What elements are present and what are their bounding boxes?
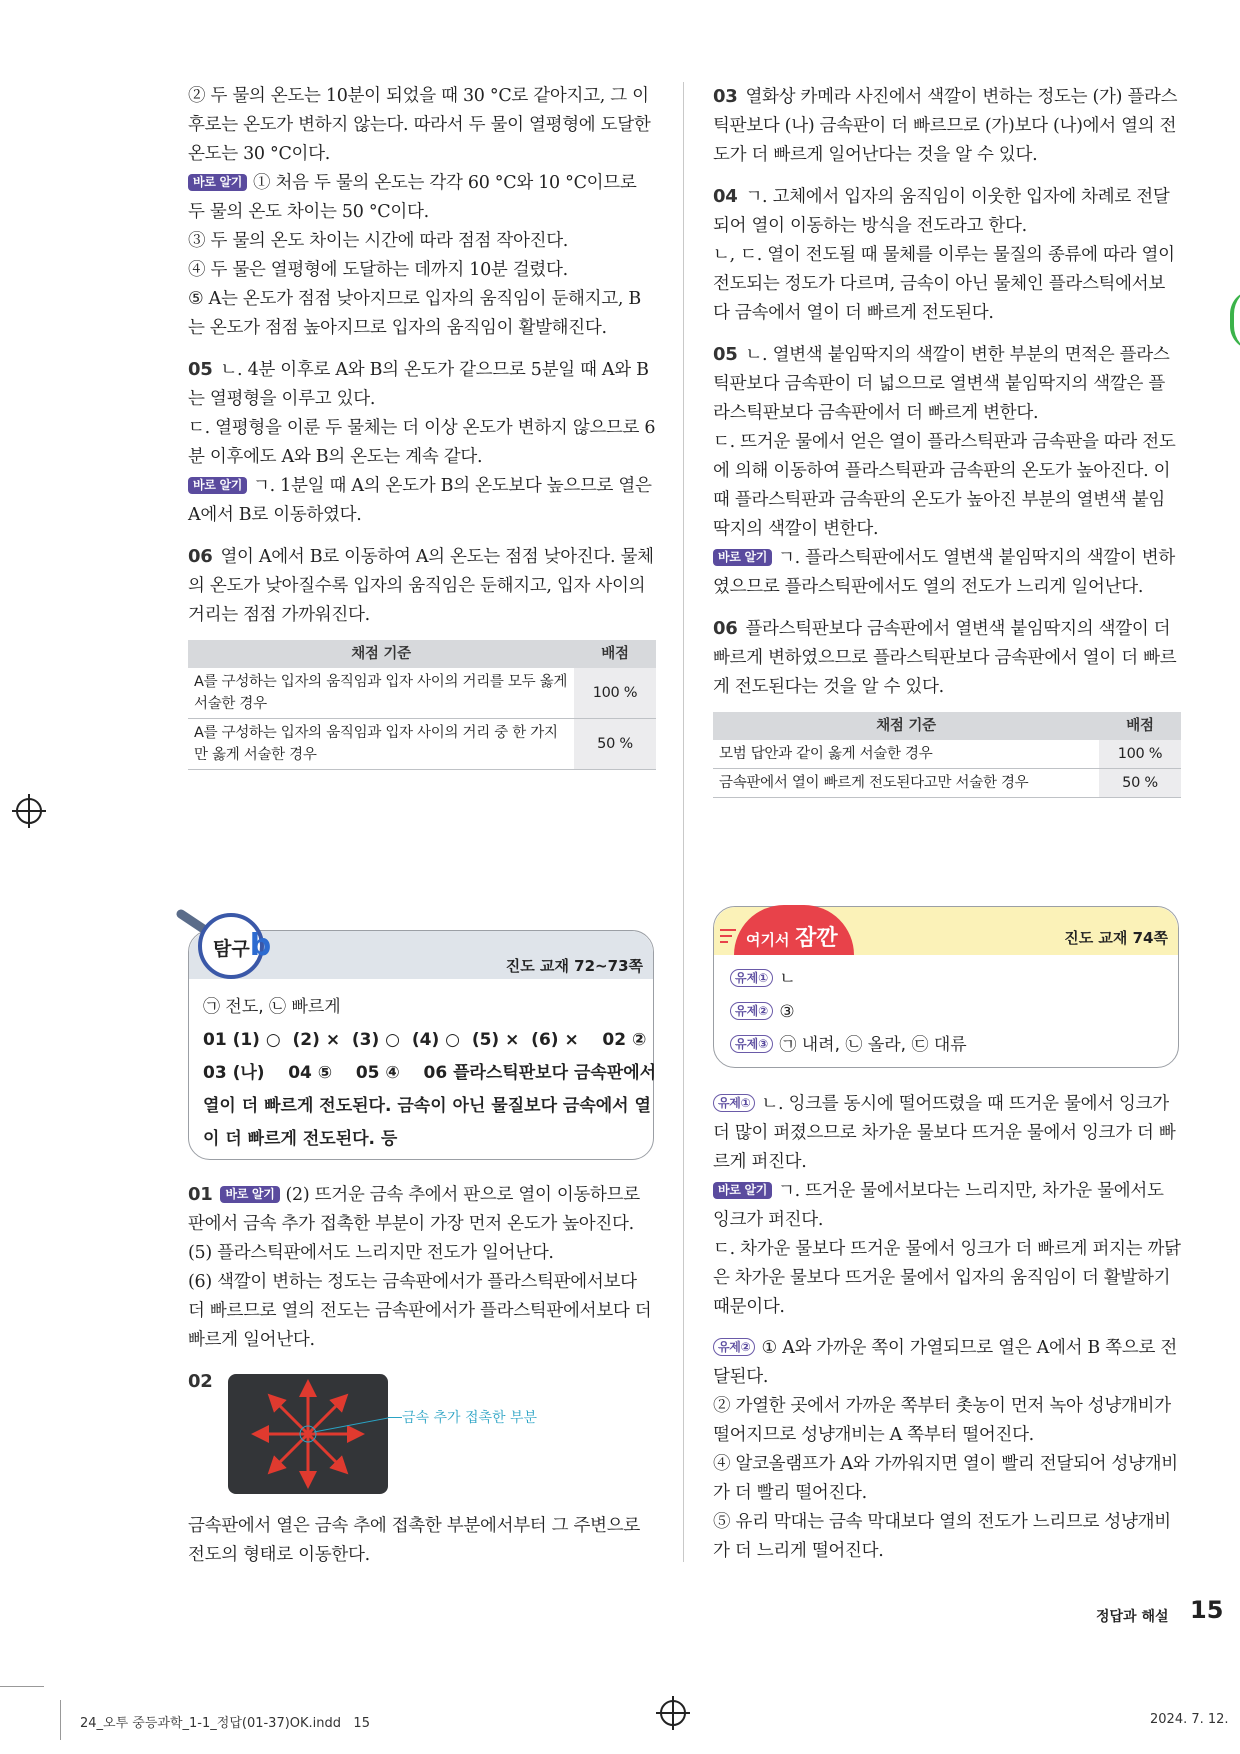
- figure-leader-line: [388, 1417, 402, 1418]
- question-number: 05: [188, 359, 213, 380]
- table-row: [713, 769, 1181, 798]
- exercise-tag: 유제②: [713, 1338, 755, 1356]
- question-number: 03: [713, 86, 738, 107]
- q04-text-b: ㄴ, ㄷ. 열이 전도될 때 물체를 이루는 물질의 종류에 따라 열이 전도되는 정도가 다르며, 금속이 아닌 물체인 플라스틱에서보다 금속에서 열이 더 빠르게 전도된다.: [713, 245, 1175, 323]
- u2-text-b: ② 가열한 곳에서 가까운 쪽부터 촛농이 먼저 녹아 성냥개비가 떨어지므로 성냥개비는 A 쪽부터 떨어진다.: [713, 1396, 1171, 1445]
- footer-vline: [60, 1700, 61, 1740]
- jamkkan-title-a: 여기서: [746, 931, 790, 949]
- exercise-tag: 유제③: [730, 1035, 773, 1053]
- explore-line-2: 01 (1) ○ (2) × (3) ○ (4) ○ (5) × (6) × 02 ②: [203, 1030, 647, 1050]
- right-column-bottom: [713, 1090, 1181, 1566]
- e01-text-b: (5) 플라스틱판에서도 느리지만 전도가 일어난다.: [188, 1243, 554, 1263]
- speed-lines-icon: [720, 929, 736, 943]
- question-number: 01: [188, 1184, 213, 1205]
- question-number: 04: [713, 186, 738, 207]
- q05-text-a: ㄴ. 4분 이후로 A와 B의 온도가 같으므로 5분일 때 A와 B는 열평형을 이루고 있다.: [188, 360, 649, 409]
- u1-text: ㄴ. 잉크를 동시에 떨어뜨렸을 때 뜨거운 물에서 잉크가 더 많이 퍼졌으므로 차가운 물보다 뜨거운 물에서 잉크가 더 빠르게 퍼진다.: [713, 1094, 1176, 1172]
- left-column-tail: [188, 1512, 656, 1570]
- q05-baro: ㄱ. 1분일 때 A의 온도가 B의 온도보다 높으므로 열은 A에서 B로 이동하였다.: [188, 476, 652, 525]
- explore-line-1: ㉠ 전도, ㉡ 빠르게: [203, 997, 341, 1017]
- section-label: 정답과 해설: [1096, 1609, 1169, 1625]
- explore-line-5: 이 더 빠르게 전도된다. 등: [203, 1129, 398, 1149]
- q05-text-a: ㄴ. 열변색 붙임딱지의 색깔이 변한 부분의 면적은 플라스틱판보다 금속판이 더 넓으므로 열변색 붙임딱지의 색깔은 플라스틱판보다 금속판에서 더 빠르게 변한다.: [713, 345, 1170, 423]
- scoring-table-right: [713, 712, 1181, 798]
- table-cell: A를 구성하는 입자의 움직임과 입자 사이의 거리 중 한 가지만 옳게 서술한 경우: [188, 719, 574, 770]
- baro-tag: 바로 알기: [188, 174, 247, 191]
- table-header-criteria: 채점 기준: [188, 640, 574, 668]
- table-header-points: 배점: [1099, 712, 1181, 740]
- explore-line-3: 03 (나) 04 ⑤ 05 ④ 06 플라스틱판보다 금속판에서: [203, 1063, 657, 1083]
- left-column: [188, 82, 656, 770]
- exercise-answer: ㄴ: [779, 969, 796, 989]
- e02-text: 금속판에서 열은 금속 추에 접촉한 부분에서부터 그 주변으로 전도의 형태로 이동한다.: [188, 1516, 640, 1565]
- exercise-answer: ㉠ 내려, ㉡ 올라, ㉢ 대류: [779, 1035, 967, 1055]
- table-cell: 100 %: [1099, 740, 1181, 769]
- heat-spread-arrows: [228, 1374, 388, 1494]
- registration-mark-left: [16, 798, 42, 824]
- exercise-tag: 유제①: [713, 1094, 755, 1112]
- exercise-tag: 유제①: [730, 969, 773, 987]
- table-cell: 50 %: [574, 719, 656, 770]
- table-header-points: 배점: [574, 640, 656, 668]
- column-divider: [683, 82, 684, 1562]
- explore-ref: 진도 교재 72~73쪽: [505, 957, 643, 975]
- table-row: [713, 740, 1181, 769]
- q2-item-5: ⑤ A는 온도가 점점 낮아지므로 입자의 움직임이 둔해지고, B는 온도가 점점 높아지므로 입자의 움직임이 활발해진다.: [188, 289, 641, 338]
- q05-baro: ㄱ. 플라스틱판에서도 열변색 붙임딱지의 색깔이 변하였으므로 플라스틱판에서도 열의 전도가 느리게 일어난다.: [713, 548, 1175, 597]
- q2-intro: ② 두 물의 온도는 10분이 되었을 때 30 °C로 같아지고, 그 이후로는 온도가 변하지 않는다. 따라서 두 물이 열평형에 도달한 온도는 30 °C이다.: [188, 86, 651, 164]
- file-name: 24_오투 중등과학_1-1_정답(01-37)OK.indd 15: [80, 1716, 370, 1731]
- q03-text: 열화상 카메라 사진에서 색깔이 변하는 정도는 (가) 플라스틱판보다 (나) 금속판이 더 빠르므로 (가)보다 (나)에서 열의 전도가 더 빠르게 일어난다는 것을 알 수 있다.: [713, 87, 1178, 165]
- u1-text-c: ㄷ. 차가운 물보다 뜨거운 물에서 잉크가 더 빠르게 퍼지는 까닭은 차가운 물보다 뜨거운 물에서 입자의 움직임이 더 활발하기 때문이다.: [713, 1239, 1181, 1317]
- q2-baro-1: ① 처음 두 물의 온도는 각각 60 °C와 10 °C이므로 두 물의 온도 차이는 50 °C이다.: [188, 173, 637, 222]
- edge-tab: [1230, 290, 1240, 350]
- jamkkan-title-b: 잠깐: [795, 926, 838, 951]
- right-column: [713, 82, 1181, 798]
- question-number: 06: [188, 546, 213, 567]
- explore-line-4: 열이 더 빠르게 전도된다. 금속이 아닌 물질보다 금속에서 열: [203, 1096, 651, 1116]
- question-number: 06: [713, 618, 738, 639]
- footer-rule: [0, 1686, 44, 1687]
- q04-text-a: ㄱ. 고체에서 입자의 움직임이 이웃한 입자에 차례로 전달되어 열이 이동하는 방식을 전도라고 한다.: [713, 187, 1170, 236]
- registration-mark-bottom: [660, 1700, 686, 1726]
- baro-tag: 바로 알기: [188, 477, 247, 494]
- q2-item-4: ④ 두 물은 열평형에 도달하는 데까지 10분 걸렸다.: [188, 260, 568, 280]
- exercise-answer: ③: [779, 1002, 795, 1022]
- baro-tag: 바로 알기: [713, 549, 772, 566]
- q05-text-b: ㄷ. 열평형을 이룬 두 물체는 더 이상 온도가 변하지 않으므로 6분 이후에도 A와 B의 온도는 계속 같다.: [188, 418, 656, 467]
- u1-baro: ㄱ. 뜨거운 물에서보다는 느리지만, 차가운 물에서도 잉크가 퍼진다.: [713, 1181, 1164, 1230]
- explore-title-b: b: [249, 928, 272, 963]
- table-cell: A를 구성하는 입자의 움직임과 입자 사이의 거리를 모두 옳게 서술한 경우: [188, 668, 574, 719]
- scoring-table-left: [188, 640, 656, 770]
- question-number: 02: [188, 1371, 213, 1392]
- q06-text: 열이 A에서 B로 이동하여 A의 온도는 점점 낮아진다. 물체의 온도가 낮아질수록 입자의 움직임은 둔해지고, 입자 사이의 거리는 점점 가까워진다.: [188, 547, 654, 625]
- conduction-figure: [228, 1374, 388, 1494]
- table-cell: 금속판에서 열이 빠르게 전도된다고만 서술한 경우: [713, 769, 1099, 798]
- figure-label: 금속 추가 접촉한 부분: [402, 1410, 538, 1426]
- table-header-criteria: 채점 기준: [713, 712, 1099, 740]
- explore-title: 탐구: [213, 938, 250, 960]
- u2-text-a: ① A와 가까운 쪽이 가열되므로 열은 A에서 B 쪽으로 전달된다.: [713, 1338, 1177, 1387]
- u2-text-d: ⑤ 유리 막대는 금속 막대보다 열의 전도가 느리므로 성냥개비가 더 느리게 떨어진다.: [713, 1512, 1171, 1561]
- baro-tag: 바로 알기: [713, 1182, 772, 1199]
- table-cell: 모범 답안과 같이 옳게 서술한 경우: [713, 740, 1099, 769]
- jamkkan-ref: 진도 교재 74쪽: [1064, 929, 1168, 947]
- print-date: 2024. 7. 12.: [1150, 1712, 1229, 1727]
- page-number: 15: [1190, 1596, 1224, 1624]
- u2-text-c: ④ 알코올램프가 A와 가까워지면 열이 빨리 전달되어 성냥개비가 더 빨리 떨어진다.: [713, 1454, 1178, 1503]
- q2-item-3: ③ 두 물의 온도 차이는 시간에 따라 점점 작아진다.: [188, 231, 569, 251]
- jamkkan-answer-box: [713, 906, 1179, 1068]
- table-cell: 50 %: [1099, 769, 1181, 798]
- q06-text: 플라스틱판보다 금속판에서 열변색 붙임딱지의 색깔이 더 빠르게 변하였으므로 플라스틱판보다 금속판에서 열이 더 빠르게 전도된다는 것을 알 수 있다.: [713, 619, 1177, 697]
- q05-text-b: ㄷ. 뜨거운 물에서 얻은 열이 플라스틱판과 금속판을 따라 전도에 의해 이동하여 플라스틱판과 금속판의 온도가 높아진다. 이때 플라스틱판과 금속판의 온도가 높아진 부분의 열변색 붙임딱지의 색깔이 변한다.: [713, 432, 1176, 539]
- left-column-bottom: [188, 1180, 656, 1397]
- exercise-tag: 유제②: [730, 1002, 773, 1020]
- table-cell: 100 %: [574, 668, 656, 719]
- baro-tag: 바로 알기: [220, 1186, 279, 1203]
- e01-text-a: (2) 뜨거운 금속 추에서 판으로 열이 이동하므로 판에서 금속 추가 접촉한 부분이 가장 먼저 온도가 높아진다.: [188, 1185, 640, 1234]
- question-number: 05: [713, 344, 738, 365]
- table-row: [188, 668, 656, 719]
- e01-text-c: (6) 색깔이 변하는 정도는 금속판에서가 플라스틱판에서보다 더 빠르므로 열의 전도는 금속판에서가 플라스틱판에서보다 더 빠르게 일어난다.: [188, 1272, 652, 1350]
- table-row: [188, 719, 656, 770]
